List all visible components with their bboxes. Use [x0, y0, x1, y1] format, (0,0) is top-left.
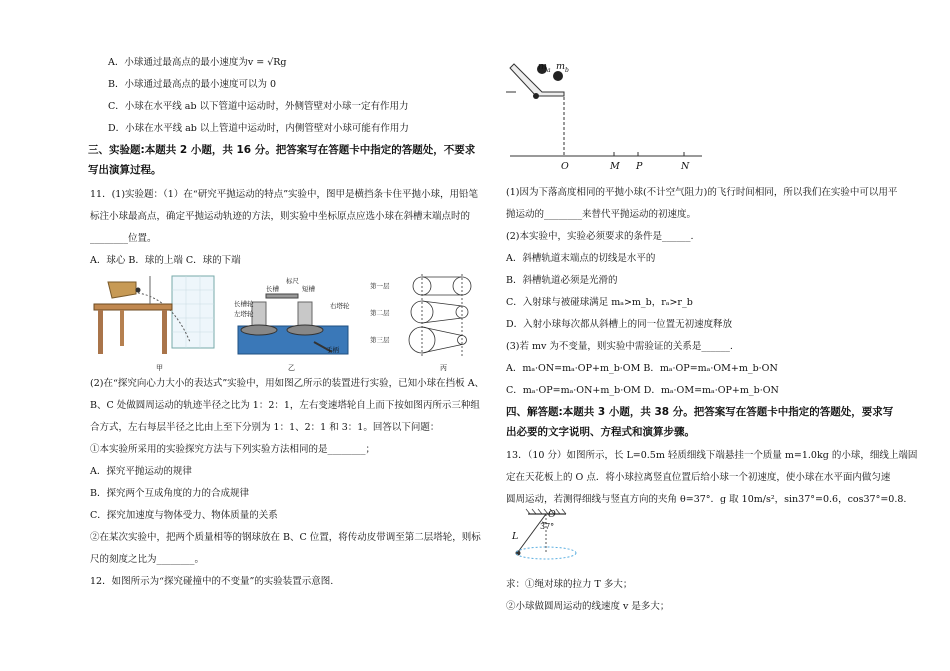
section3-title-2: 写出演算过程。	[88, 164, 162, 176]
pendulum-label-angle: 37°	[540, 522, 555, 531]
fig-yi-label-duancao: 短槽	[302, 285, 315, 293]
q13-ask-1: 求：①绳对球的拉力 T 多大；	[506, 579, 633, 590]
q12-2-option-a: A．斜槽轨道末端点的切线是水平的	[506, 253, 656, 264]
figure-bing	[400, 272, 486, 360]
q12-2-option-c: C．入射球与被碰球满足 mₐ>m_b，rₐ>r_b	[506, 297, 693, 308]
section4-title-2: 出必要的文字说明、方程式和演算步骤。	[506, 426, 695, 438]
q12-2-option-b: B．斜槽轨道必须是光滑的	[506, 275, 618, 286]
fig-yi-label-zuotalun: 左塔轮	[234, 310, 254, 318]
fig-yi-label-shoubing: 手柄	[326, 346, 339, 354]
q11-text-2: 标注小球最高点，确定平抛运动轨迹的方法，则实验中坐标原点应选小球在斜槽末端点时的	[90, 211, 471, 222]
fig-label-mb: $m_b$	[556, 61, 569, 74]
q12-1-text-2: 抛运动的________来替代平抛运动的初速度。	[506, 209, 697, 220]
q12-2-text: (2)本实验中，实验必须要求的条件是______.	[506, 231, 694, 242]
q12-3-text: (3)若 mv 为不变量，则实验中需验证的关系是______.	[506, 341, 733, 352]
section3-title: 三、实验题:本题共 2 小题，共 16 分。把答案写在答题卡中指定的答题处，不要求	[88, 144, 476, 156]
q12-2-option-d: D．入射小球每次都从斜槽上的同一位置无初速度释放	[506, 319, 733, 330]
figure-jia	[90, 272, 220, 364]
fig-yi-label-biaochi: 标尺	[286, 277, 299, 285]
pendulum-label-l: L	[512, 531, 519, 542]
section4-title: 四、解答题:本题共 3 小题，共 38 分。把答案写在答题卡中指定的答题处，要求写	[506, 406, 894, 418]
fig-bing-layer-3: 第三层	[370, 336, 390, 344]
q10-option-a: A．小球通过最高点的最小速度为v = √Rg	[108, 57, 287, 68]
q11-text-1: 11．(1)实验题：（1）在“研究平抛运动的特点”实验中，图甲是横挡条卡住平抛小球，用铅笔	[90, 189, 479, 200]
q11-2-sub1: ①本实验所采用的实验探究方法与下列实验方法相同的是________；	[90, 444, 376, 455]
q11-2-option-a: A．探究平抛运动的规律	[90, 466, 192, 477]
q10-option-b: B．小球通过最高点的最小速度可以为 0	[108, 79, 277, 90]
fig-label-n: N	[681, 161, 690, 172]
q10-option-d: D．小球在水平线 ab 以上管道中运动时，内侧管壁对小球可能有作用力	[108, 123, 409, 134]
figure-yi-caption: 乙	[288, 364, 295, 372]
q13-text-3: 圆周运动，若测得细线与竖直方向的夹角 θ=37°．g 取 10m/s²，sin37°=0.6，cos37°=0.8.	[506, 494, 907, 505]
fig-yi-label-youtalun: 右塔轮	[330, 302, 350, 310]
figure-bing-caption: 丙	[440, 364, 447, 372]
fig-label-ma: $m_a$	[538, 61, 551, 74]
fig-bing-layer-2: 第二层	[370, 309, 390, 317]
q13-ask-2: ②小球做圆周运动的线速度 v 是多大；	[506, 601, 670, 612]
q12-1-text-1: (1)因为下落高度相同的平抛小球(不计空气阻力)的飞行时间相同，所以我们在实验中可以用平	[506, 187, 898, 198]
q12-text: 12．如图所示为“探究碰撞中的不变量”的实验装置示意图.	[90, 576, 334, 587]
q11-2-sub2-2: 尺的刻度之比为________。	[90, 554, 205, 565]
q11-2-option-c: C．探究加速度与物体受力、物体质量的关系	[90, 510, 278, 521]
fig-yi-label-changcao: 长槽	[266, 285, 279, 293]
q11-2-text-3: 合方式，左右每层半径之比由上至下分别为 1：1、2：1 和 3：1。回答以下问题：	[90, 422, 440, 433]
fig-label-o: O	[561, 161, 569, 172]
pendulum-label-o: O	[548, 509, 556, 520]
fig-label-p: P	[636, 161, 643, 172]
q13-text-1: 13．（10 分）如图所示，长 L=0.5m 轻质细线下端悬挂一个质量 m=1.0kg 的小球，细线上端固	[506, 450, 918, 461]
q11-options: A．球心 B．球的上端 C．球的下端	[90, 255, 241, 266]
q11-2-option-b: B．探究两个互成角度的力的合成规律	[90, 488, 249, 499]
figure-jia-caption: 甲	[156, 364, 163, 372]
fig-yi-label-changcaolun: 长槽轮	[234, 300, 254, 308]
q11-text-3: ________位置。	[90, 233, 157, 244]
fig-label-m: M	[610, 161, 620, 172]
q13-text-2: 定在天花板上的 O 点．将小球拉离竖直位置后给小球一个初速度，使小球在水平面内做匀速	[506, 472, 891, 483]
figure-collision	[506, 52, 706, 174]
q12-3-options-row2: C．mₐ·OP=mₐ·ON+m_b·OM D．mₐ·OM=mₐ·OP+m_b·ON	[506, 385, 779, 396]
q11-2-sub2-1: ②在某次实验中，把两个质量相等的钢球放在 B、C 位置，将传动皮带调至第二层塔轮，则标	[90, 532, 481, 543]
q10-option-c: C．小球在水平线 ab 以下管道中运动时，外侧管壁对小球一定有作用力	[108, 101, 409, 112]
q11-2-text-2: B、C 处做圆周运动的轨迹半径之比为 1：2：1，左右变速塔轮自上而下按如图丙所示三种组	[90, 400, 480, 411]
q12-3-options-row1: A．mₐ·ON=mₐ·OP+m_b·OM B．mₐ·OP=mₐ·OM+m_b·ON	[506, 363, 778, 374]
fig-bing-layer-1: 第一层	[370, 282, 390, 290]
q11-2-text-1: (2)在“探究向心力大小的表达式”实验中，用如图乙所示的装置进行实验，已知小球在挡板 A、	[90, 378, 485, 389]
